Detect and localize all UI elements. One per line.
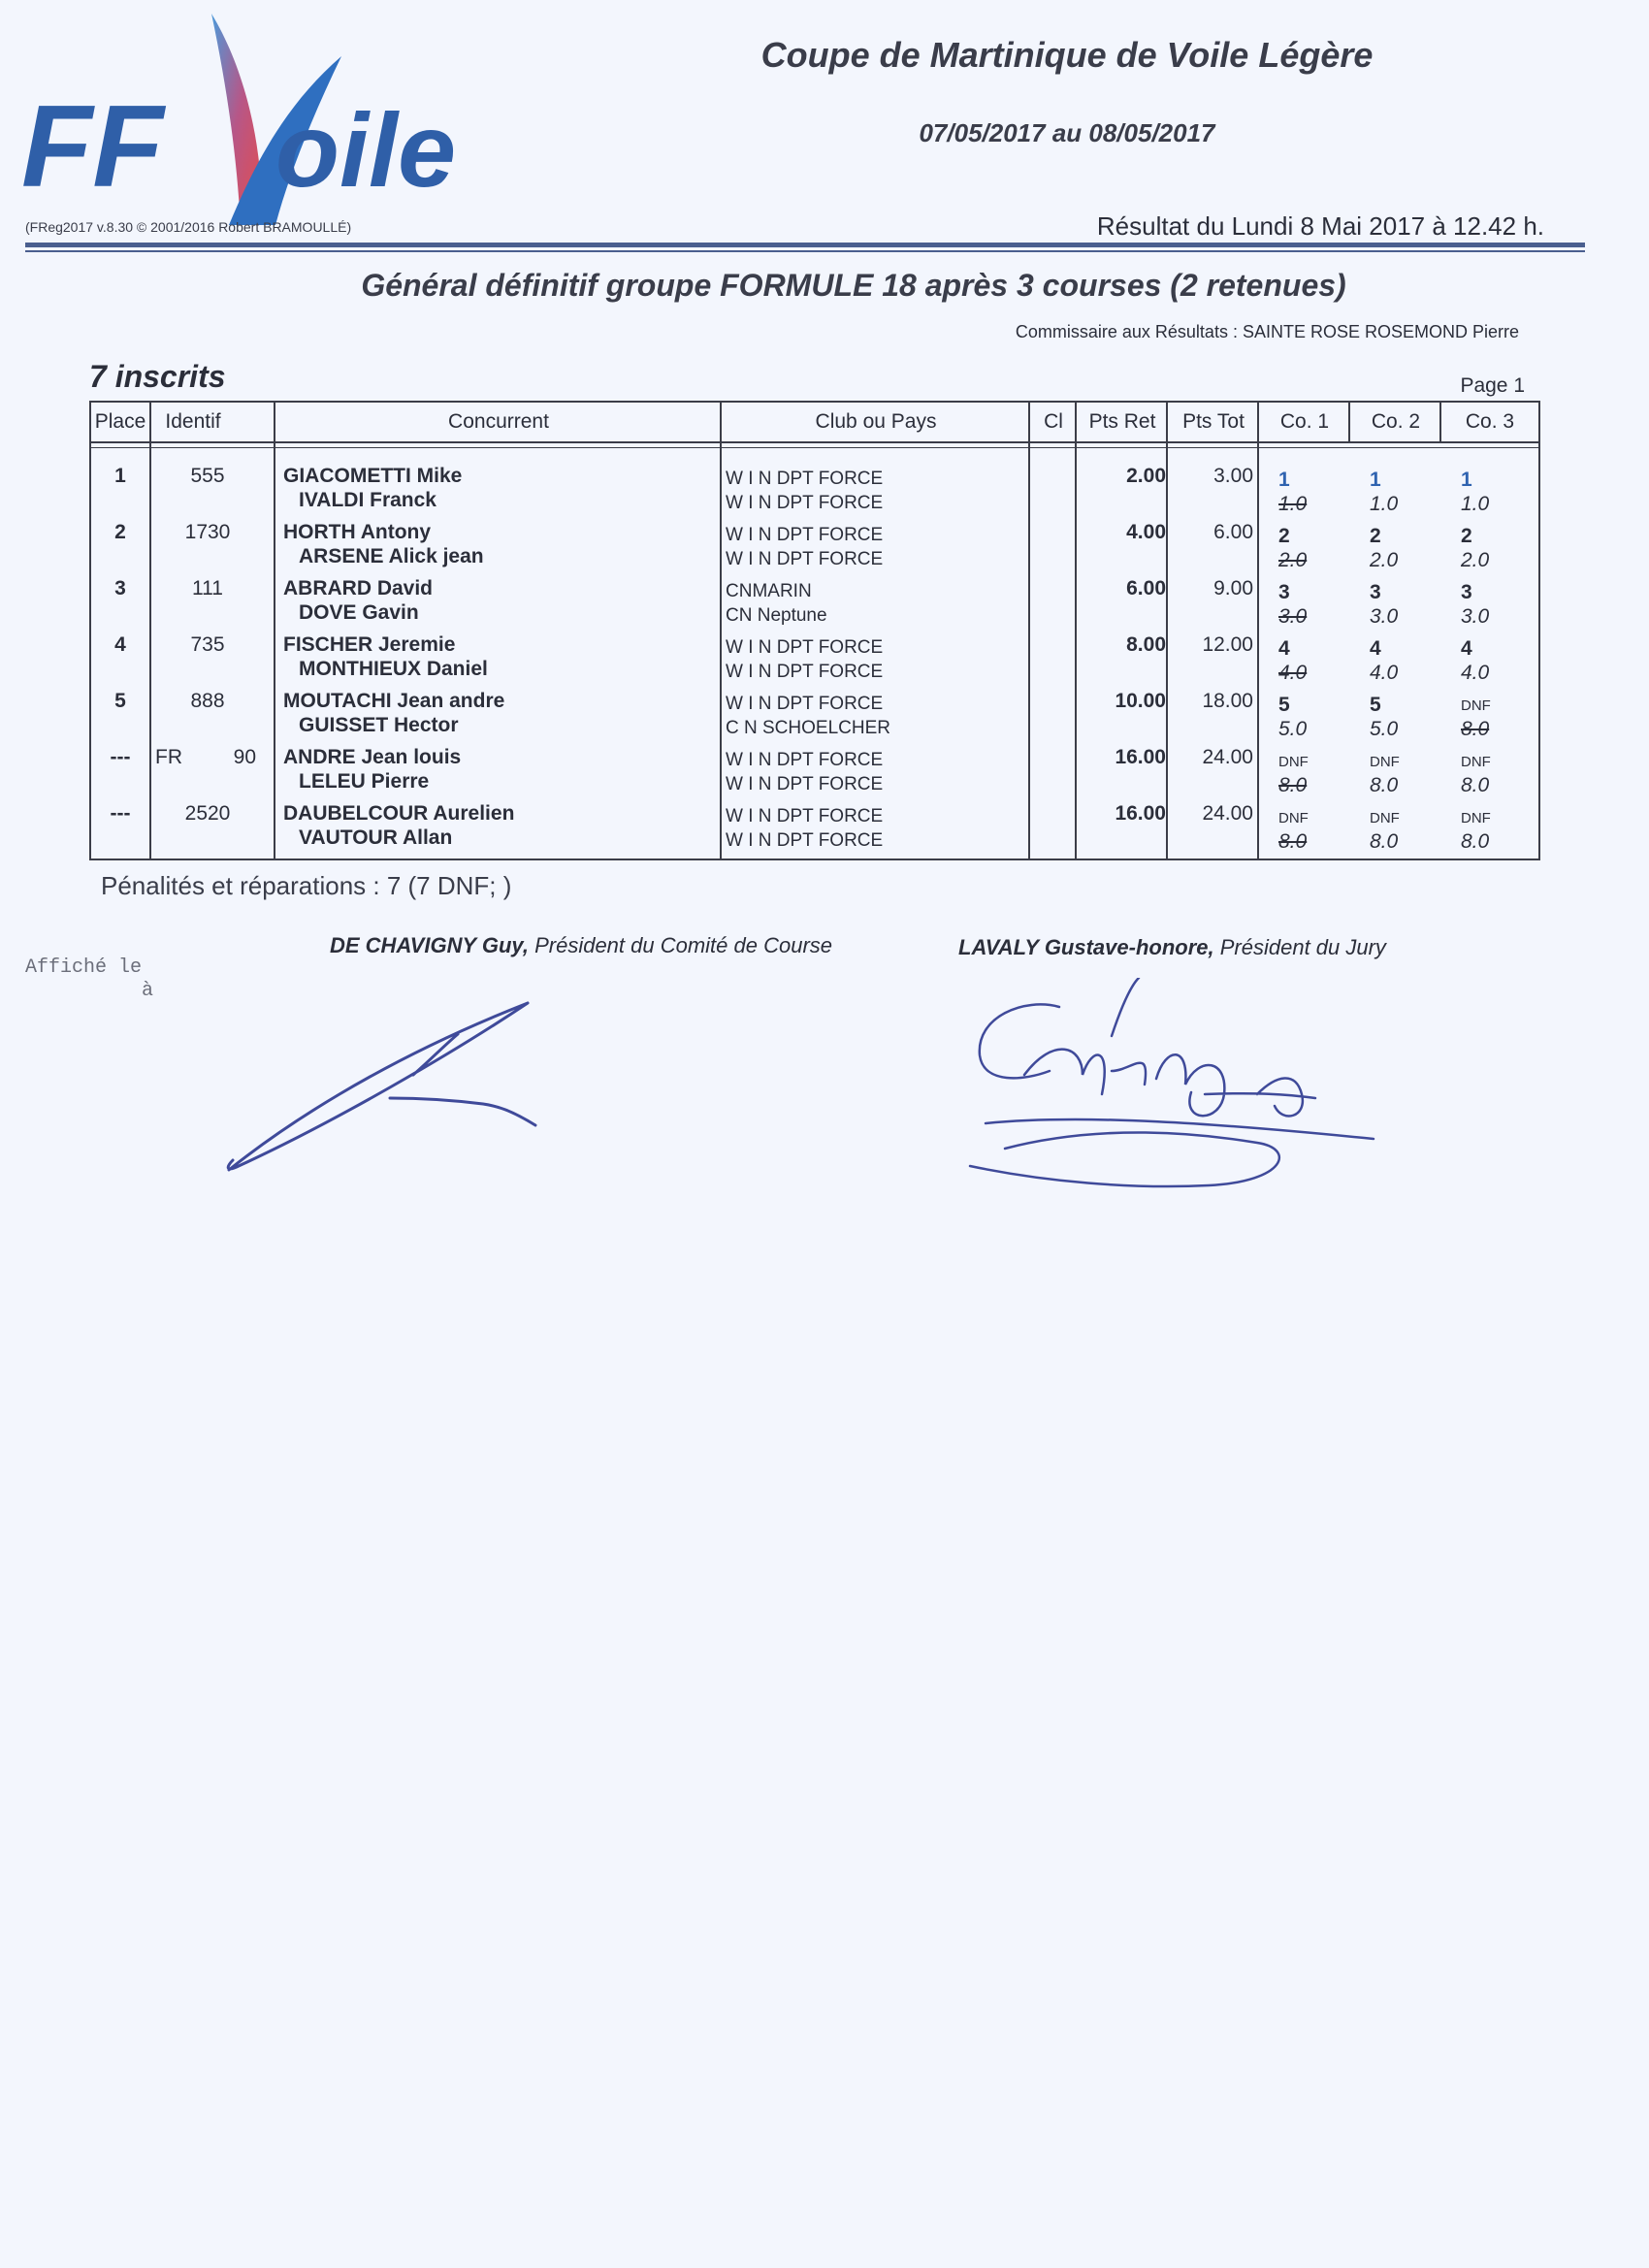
table-row xyxy=(91,569,1538,626)
race-2-points: 8.0 xyxy=(1370,774,1399,796)
crew-club: W I N DPT FORCE xyxy=(726,549,884,569)
race-1-rank: 1 xyxy=(1278,469,1290,491)
race-2-points: 2.0 xyxy=(1370,549,1399,571)
helm-club: W I N DPT FORCE xyxy=(726,469,884,489)
place: 4 xyxy=(114,633,126,656)
points-retained: 4.00 xyxy=(1126,521,1166,543)
race-3-points: 1.0 xyxy=(1461,493,1490,515)
race-3-points: 3.0 xyxy=(1461,605,1490,628)
race-1-rank: DNF xyxy=(1278,754,1309,770)
place: 3 xyxy=(114,577,126,599)
result-timestamp: Résultat du Lundi 8 Mai 2017 à 12.42 h. xyxy=(1096,211,1544,241)
race-1-rank: DNF xyxy=(1278,810,1309,826)
helm-club: W I N DPT FORCE xyxy=(726,694,884,714)
race-2-points: 8.0 xyxy=(1370,830,1399,853)
race-3-rank: 2 xyxy=(1461,525,1472,547)
crew-club: CN Neptune xyxy=(726,605,827,626)
helm-name: DAUBELCOUR Aurelien xyxy=(283,802,515,825)
sail-number: 888 xyxy=(190,690,225,712)
points-retained: 10.00 xyxy=(1115,690,1166,712)
race-1-rank: 3 xyxy=(1278,581,1290,603)
sail-number: 2520 xyxy=(184,802,231,825)
race-2-points: 3.0 xyxy=(1370,605,1399,628)
results-table xyxy=(89,401,1540,860)
points-retained: 8.00 xyxy=(1126,633,1166,656)
points-total: 9.00 xyxy=(1213,577,1253,599)
posted-label: Affiché le xyxy=(25,956,143,979)
race-2-rank: 5 xyxy=(1370,694,1381,716)
sail-number: 555 xyxy=(190,465,225,487)
helm-club: W I N DPT FORCE xyxy=(726,525,884,545)
sail-number: 1730 xyxy=(184,521,231,543)
place: --- xyxy=(110,746,131,768)
sail-number: 735 xyxy=(190,633,225,656)
race-1-rank: 4 xyxy=(1278,637,1290,660)
points-retained: 6.00 xyxy=(1126,577,1166,599)
event-dates: 07/05/2017 au 08/05/2017 xyxy=(919,118,1215,147)
table-row xyxy=(91,513,1538,569)
jury-signature xyxy=(966,978,1393,1201)
race-committee-signature xyxy=(219,995,559,1180)
race-1-points-discarded: 3.0 xyxy=(1278,605,1308,628)
helm-club: W I N DPT FORCE xyxy=(726,750,884,770)
event-title: Coupe de Martinique de Voile Légère xyxy=(760,35,1374,75)
points-retained: 2.00 xyxy=(1126,465,1166,487)
race-2-points: 4.0 xyxy=(1370,662,1399,684)
race-3-rank: 1 xyxy=(1461,469,1472,491)
helm-name: GIACOMETTI Mike xyxy=(283,465,463,487)
penalties-summary: Pénalités et réparations : 7 (7 DNF; ) xyxy=(101,871,512,900)
crew-name: DOVE Gavin xyxy=(299,601,419,624)
race-1-rank: 2 xyxy=(1278,525,1290,547)
race-1-points-discarded: 8.0 xyxy=(1278,774,1308,796)
race-committee-role: Président du Comité de Course xyxy=(528,933,833,957)
header-race-3: Co. 3 xyxy=(1465,410,1515,433)
jury-president xyxy=(958,935,1386,960)
race-1-points-discarded: 4.0 xyxy=(1278,662,1308,684)
header-race-2: Co. 2 xyxy=(1371,410,1421,433)
race-3-points: 8.0 xyxy=(1461,830,1490,853)
helm-name: MOUTACHI Jean andre xyxy=(283,690,505,712)
helm-name: FISCHER Jeremie xyxy=(283,633,456,656)
race-1-points-discarded: 8.0 xyxy=(1278,830,1308,853)
table-row xyxy=(91,794,1538,851)
points-retained: 16.00 xyxy=(1115,802,1166,825)
header-pts-ret: Pts Ret xyxy=(1088,410,1156,433)
race-3-points-discarded: 8.0 xyxy=(1461,718,1490,740)
race-1-points-discarded: 2.0 xyxy=(1278,549,1308,571)
points-total: 24.00 xyxy=(1202,802,1253,825)
helm-name: ANDRE Jean louis xyxy=(283,746,462,768)
crew-club: W I N DPT FORCE xyxy=(726,662,884,682)
page-number: Page 1 xyxy=(1460,374,1525,397)
points-total: 12.00 xyxy=(1202,633,1253,656)
points-total: 3.00 xyxy=(1213,465,1253,487)
race-2-points: 1.0 xyxy=(1370,493,1399,515)
header-place: Place xyxy=(94,410,146,433)
header-rule-thin xyxy=(25,250,1585,252)
header-race-1: Co. 1 xyxy=(1279,410,1330,433)
crew-name: MONTHIEUX Daniel xyxy=(299,658,488,680)
logo-text-oile: oile xyxy=(275,91,457,209)
sail-number: 111 xyxy=(192,577,223,599)
points-retained: 16.00 xyxy=(1115,746,1166,768)
header-club: Club ou Pays xyxy=(815,410,937,433)
race-3-rank: 3 xyxy=(1461,581,1472,603)
header-divider xyxy=(91,441,1538,443)
race-2-rank: 3 xyxy=(1370,581,1381,603)
race-3-rank: DNF xyxy=(1461,754,1491,770)
crew-club: W I N DPT FORCE xyxy=(726,830,884,851)
crew-name: IVALDI Franck xyxy=(299,489,436,511)
column-divider xyxy=(1348,403,1350,441)
sail-number: 90 xyxy=(233,746,256,768)
jury-role: Président du Jury xyxy=(1213,935,1386,959)
table-row xyxy=(91,457,1538,513)
header-competitor: Concurrent xyxy=(448,410,549,433)
crew-name: ARSENE Alick jean xyxy=(299,545,484,567)
nation-code: FR xyxy=(155,746,182,768)
race-2-rank: 4 xyxy=(1370,637,1381,660)
posted-time-label: à xyxy=(142,980,154,1002)
ffvoile-logo-graphic xyxy=(21,10,565,233)
header-pts-tot: Pts Tot xyxy=(1182,410,1245,433)
place: 5 xyxy=(114,690,126,712)
column-divider xyxy=(1439,403,1441,441)
race-3-rank: 4 xyxy=(1461,637,1472,660)
header-class: Cl xyxy=(1044,410,1063,433)
place: --- xyxy=(110,802,131,825)
crew-name: VAUTOUR Allan xyxy=(299,826,453,849)
race-3-points: 2.0 xyxy=(1461,549,1490,571)
race-1-points-discarded: 1.0 xyxy=(1278,493,1308,515)
race-2-rank: 2 xyxy=(1370,525,1381,547)
points-total: 6.00 xyxy=(1213,521,1253,543)
helm-name: ABRARD David xyxy=(283,577,434,599)
crew-name: GUISSET Hector xyxy=(299,714,459,736)
race-2-points: 5.0 xyxy=(1370,718,1399,740)
header-divider-thin xyxy=(91,447,1538,448)
race-committee-name: DE CHAVIGNY Guy, xyxy=(330,933,529,957)
helm-club: W I N DPT FORCE xyxy=(726,637,884,658)
race-2-rank: 1 xyxy=(1370,469,1381,491)
points-total: 24.00 xyxy=(1202,746,1253,768)
crew-club: W I N DPT FORCE xyxy=(726,774,884,794)
race-3-rank: DNF xyxy=(1461,810,1491,826)
crew-club: W I N DPT FORCE xyxy=(726,493,884,513)
race-1-points: 5.0 xyxy=(1278,718,1308,740)
software-credit: (FReg2017 v.8.30 © 2001/2016 Robert BRAMOULLÉ) xyxy=(25,219,352,235)
table-row xyxy=(91,682,1538,738)
table-row xyxy=(91,626,1538,682)
header-rule xyxy=(25,243,1585,247)
points-total: 18.00 xyxy=(1202,690,1253,712)
signature-drawing xyxy=(219,995,559,1180)
race-2-rank: DNF xyxy=(1370,810,1400,826)
crew-club: C N SCHOELCHER xyxy=(726,718,890,738)
race-3-points: 8.0 xyxy=(1461,774,1490,796)
race-committee-president xyxy=(330,933,832,958)
place: 1 xyxy=(114,465,126,487)
helm-name: HORTH Antony xyxy=(283,521,432,543)
ranking-title: Général définitif groupe FORMULE 18 après 3 courses (2 retenues) xyxy=(361,268,1346,303)
jury-name: LAVALY Gustave-honore, xyxy=(958,935,1214,959)
crew-name: LELEU Pierre xyxy=(299,770,430,793)
results-commissioner: Commissaire aux Résultats : SAINTE ROSE ROSEMOND Pierre xyxy=(1015,322,1519,341)
race-2-rank: DNF xyxy=(1370,754,1400,770)
ffvoile-logo xyxy=(21,10,565,233)
helm-club: W I N DPT FORCE xyxy=(726,806,884,826)
helm-club: CNMARIN xyxy=(726,581,812,601)
race-3-points: 4.0 xyxy=(1461,662,1490,684)
logo-text-ff: FF xyxy=(21,81,164,211)
signature-drawing xyxy=(966,978,1393,1201)
race-3-rank: DNF xyxy=(1461,697,1491,714)
race-1-rank: 5 xyxy=(1278,694,1290,716)
table-row xyxy=(91,738,1538,794)
entries-count: 7 inscrits xyxy=(89,359,226,394)
header-ident: Identif xyxy=(165,410,221,433)
place: 2 xyxy=(114,521,126,543)
